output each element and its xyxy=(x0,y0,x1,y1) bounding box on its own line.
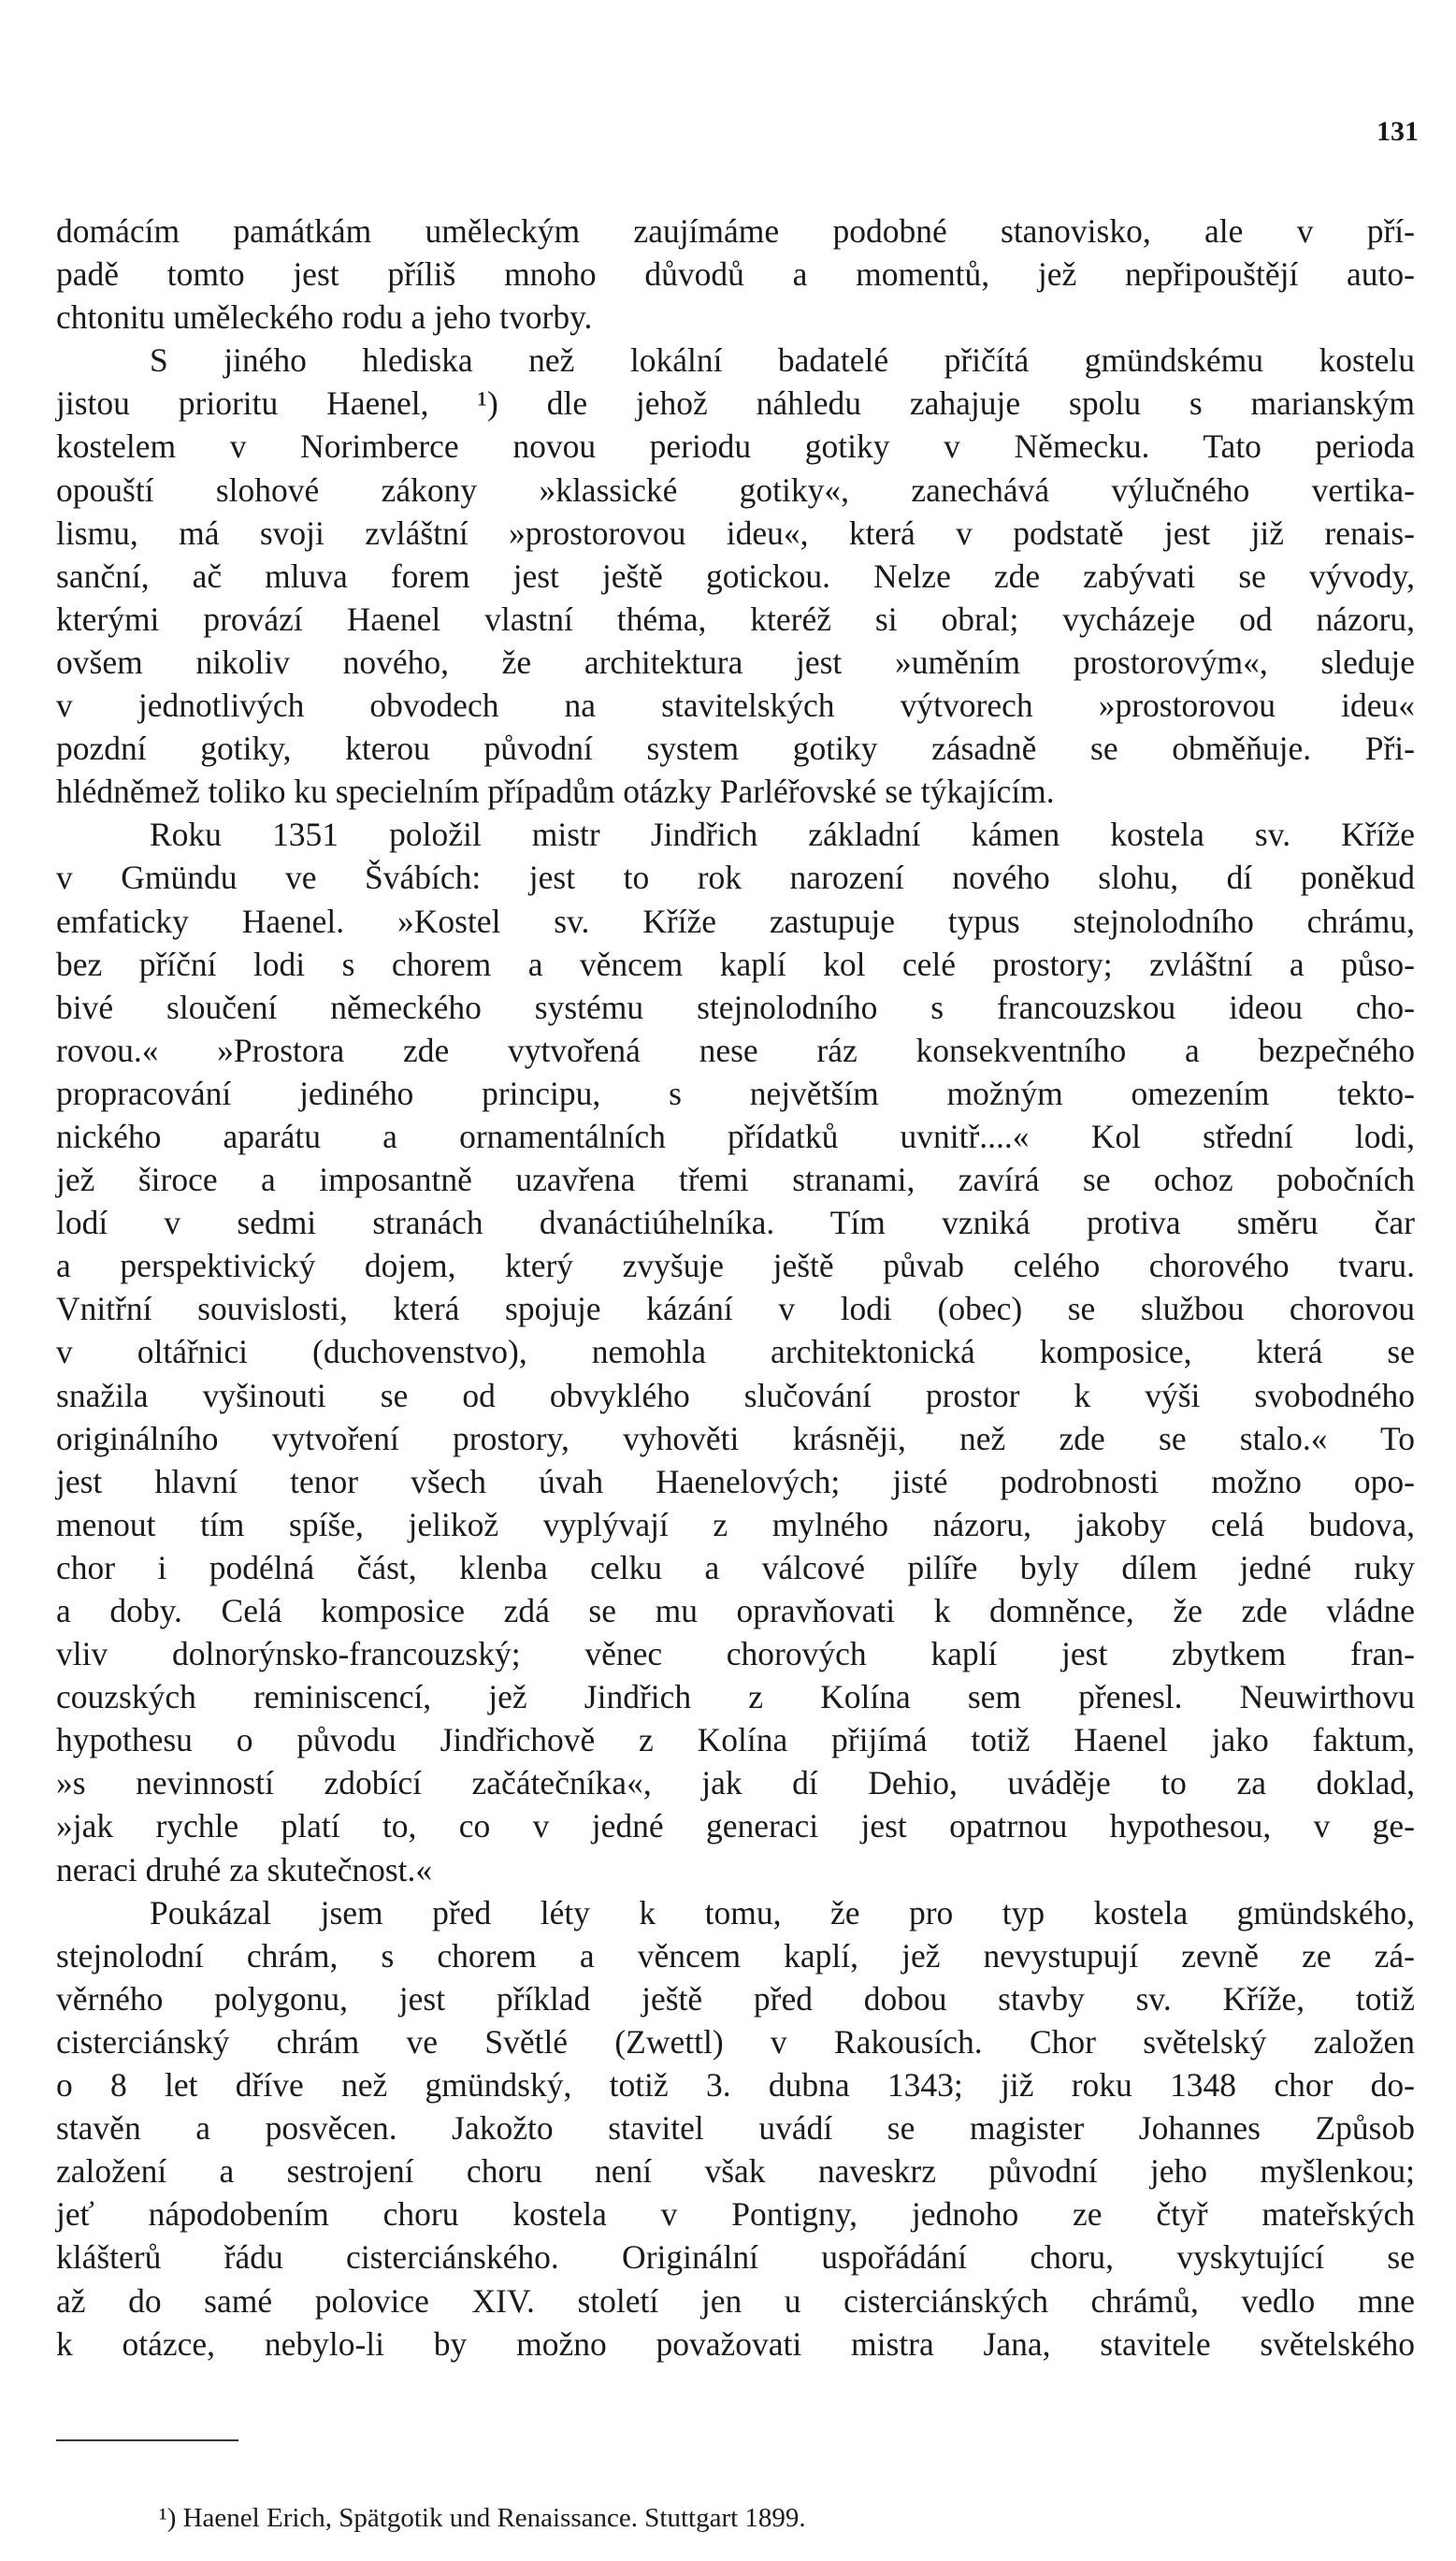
text-line: až do samé polovice XIV. století jen u cisterciánských chrámů, vedlo mne xyxy=(56,2281,1415,2320)
text-line: chor i podélná část, klenba celku a válcové pilíře byly dílem jedné ruky xyxy=(56,1548,1415,1586)
text-line: lodí v sedmi stranách dvanáctiúhelníka. Tím vzniká protiva směru čar xyxy=(56,1204,1415,1242)
text-line: založení a sestrojení choru není však naveskrz původní jeho myšlenkou; xyxy=(56,2152,1415,2191)
text-line: kterými provází Haenel vlastní théma, kteréž si obral; vycházeje od názoru, xyxy=(56,600,1415,638)
text-line: jistou prioritu Haenel, ¹) dle jehož náhledu zahajuje spolu s marianským xyxy=(56,384,1415,423)
footnote-divider xyxy=(56,2439,238,2441)
text-line: couzských reminiscencí, jež Jindřich z Kolína sem přenesl. Neuwirthovu xyxy=(56,1678,1415,1716)
text-line: propracování jediného principu, s největším možným omezením tekto- xyxy=(56,1074,1415,1112)
text-line: v jednotlivých obvodech na stavitelských výtvorech »prostorovou ideu« xyxy=(56,687,1415,725)
text-line: v oltářnici (duchovenstvo), nemohla architektonická komposice, která se xyxy=(56,1333,1415,1371)
text-line: Vnitřní souvislosti, která spojuje kázání v lodi (obec) se službou chorovou xyxy=(56,1290,1415,1328)
text-line: stavěn a posvěcen. Jakožto stavitel uvádí se magister Johannes Způsob xyxy=(56,2109,1415,2148)
footnote-marker: ¹) xyxy=(159,2503,177,2533)
text-line: věrného polygonu, jest příklad ještě před dobou stavby sv. Kříže, totiž xyxy=(56,1979,1415,2018)
text-line: a doby. Celá komposice zdá se mu opravňovati k domněnce, že zde vládne xyxy=(56,1592,1415,1629)
footnote xyxy=(159,2503,806,2534)
text-line: k otázce, nebylo-li by možno považovati mistra Jana, stavitele světelského xyxy=(56,2324,1415,2363)
body-text xyxy=(56,210,1415,2366)
text-line: ovšem nikoliv nového, že architektura jest »uměním prostorovým«, sleduje xyxy=(56,643,1415,681)
text-line: sanční, ač mluva forem jest ještě gotickou. Nelze zde zabývati se vývody, xyxy=(56,557,1415,595)
text-line: bez příční lodi s chorem a věncem kaplí kol celé prostory; zvláštní a půso- xyxy=(56,945,1415,983)
text-line: »s nevinností zdobící začátečníka«, jak dí Dehio, uváděje to za doklad, xyxy=(56,1764,1415,1802)
text-line: menout tím spíše, jelikož vyplývají z mylného názoru, jakoby celá budova, xyxy=(56,1505,1415,1543)
page-number: 131 xyxy=(1377,116,1419,147)
text-line: hlédněmež toliko ku specielním případům otázky Parléřovské se týkajícím. xyxy=(56,773,1055,811)
text-line: v Gmündu ve Švábích: jest to rok narození nového slohu, dí poněkud xyxy=(56,859,1415,897)
text-line: o 8 let dříve než gmündský, totiž 3. dubna 1343; již roku 1348 chor do- xyxy=(56,2066,1415,2105)
text-line: originálního vytvoření prostory, vyhověti krásněji, než zde se stalo.« To xyxy=(56,1419,1415,1457)
text-line: lismu, má svoji zvláštní »prostorovou ideu«, která v podstatě jest již renais- xyxy=(56,514,1415,552)
text-line: jest hlavní tenor všech úvah Haenelových; jisté podrobnosti možno opo- xyxy=(56,1462,1415,1500)
text-line: domácím památkám uměleckým zaujímáme podobné stanovisko, ale v pří- xyxy=(56,212,1415,250)
text-line: kostelem v Norimberce novou periodu gotiky v Německu. Tato perioda xyxy=(56,427,1415,466)
text-line: Roku 1351 položil mistr Jindřich základní kámen kostela sv. Kříže xyxy=(150,816,1415,854)
text-line: hypothesu o původu Jindřichově z Kolína přijímá totiž Haenel jako faktum, xyxy=(56,1721,1415,1759)
text-line: rovou.« »Prostora zde vytvořená nese ráz konsekventního a bezpečného xyxy=(56,1031,1415,1069)
text-line: pozdní gotiky, kterou původní system gotiky zásadně se obměňuje. Při- xyxy=(56,730,1415,768)
text-line: padě tomto jest příliš mnoho důvodů a momentů, jež nepřipouštějí auto- xyxy=(56,255,1415,294)
text-line: cisterciánský chrám ve Světlé (Zwettl) v Rakousích. Chor světelský založen xyxy=(56,2022,1415,2061)
text-line: a perspektivický dojem, který zvyšuje ještě půvab celého chorového tvaru. xyxy=(56,1247,1415,1285)
text-line: S jiného hlediska než lokální badatelé přičítá gmündskému kostelu xyxy=(150,341,1415,380)
text-line: snažila vyšinouti se od obvyklého slučování prostor k výši svobodného xyxy=(56,1376,1415,1414)
text-line: emfaticky Haenel. »Kostel sv. Kříže zastupuje typus stejnolodního chrámu, xyxy=(56,902,1415,940)
text-line: »jak rychle platí to, co v jedné generaci jest opatrnou hypothesou, v ge- xyxy=(56,1807,1415,1845)
text-line: neraci druhé za skutečnost.« xyxy=(56,1850,433,1888)
text-line: vliv dolnorýnsko-francouzský; věnec chorových kaplí jest zbytkem fran- xyxy=(56,1635,1415,1673)
text-line: chtonitu uměleckého rodu a jeho tvorby. xyxy=(56,298,593,337)
text-line: klášterů řádu cisterciánského. Originální uspořádání choru, vyskytující se xyxy=(56,2238,1415,2277)
text-line: Poukázal jsem před léty k tomu, že pro typ kostela gmündského, xyxy=(150,1893,1415,1932)
text-line: jeť nápodobením choru kostela v Pontigny, jednoho ze čtyř mateřských xyxy=(56,2195,1415,2234)
text-line: nického aparátu a ornamentálních přídatků uvnitř....« Kol střední lodi, xyxy=(56,1117,1415,1155)
footnote-text: Haenel Erich, Spätgotik und Renaissance. Stuttgart 1899. xyxy=(182,2503,806,2533)
text-line: opouští slohové zákony »klassické gotiky«, zanechává výlučného vertika- xyxy=(56,470,1415,509)
text-line: bivé sloučení německého systému stejnolodního s francouzskou ideou cho- xyxy=(56,988,1415,1026)
text-line: jež široce a imposantně uzavřena třemi stranami, zavírá se ochoz pobočních xyxy=(56,1161,1415,1199)
text-line: stejnolodní chrám, s chorem a věncem kaplí, jež nevystupují zevně ze zá- xyxy=(56,1936,1415,1975)
